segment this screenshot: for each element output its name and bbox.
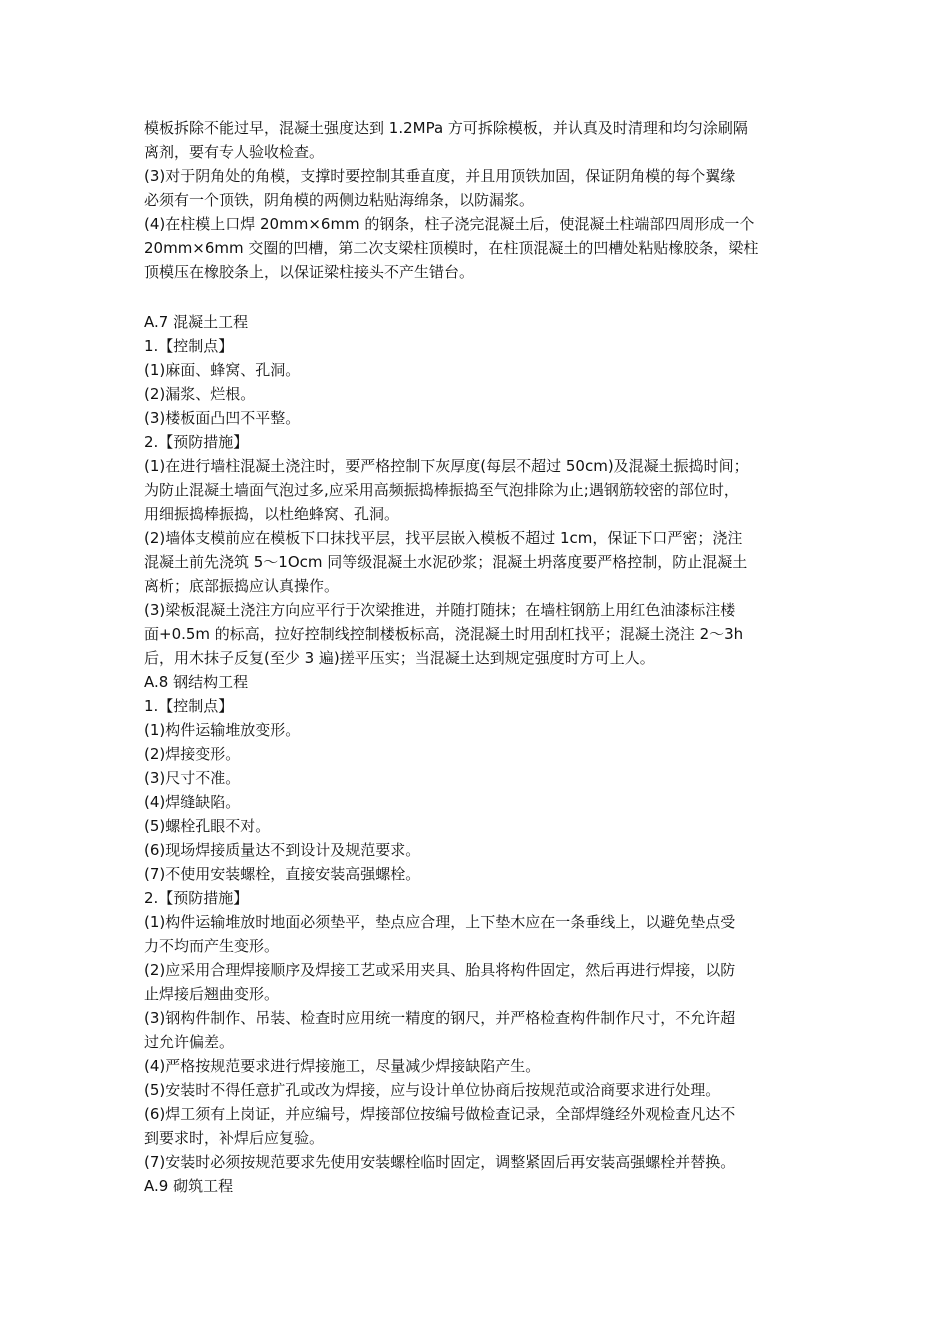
text-line: 力不均而产生变形。 <box>144 937 280 955</box>
list-item: (2)焊接变形。 <box>144 745 241 763</box>
text-line: (2)应采用合理焊接顺序及焊接工艺或采用夹具、胎具将构件固定，然后再进行焊接，以防 <box>144 961 736 979</box>
subheading: 1.【控制点】 <box>144 697 234 715</box>
subheading: 1.【控制点】 <box>144 337 234 355</box>
text-line: 为防止混凝土墙面气泡过多,应采用高频振捣棒振捣至气泡排除为止;遇钢筋较密的部位时， <box>144 481 739 499</box>
list-item: (6)现场焊接质量达不到设计及规范要求。 <box>144 841 421 859</box>
list-item: (4)焊缝缺陷。 <box>144 793 241 811</box>
text-line: 离剂，要有专人验收检查。 <box>144 143 325 161</box>
text-line: (3)对于阴角处的角模，支撑时要控制其垂直度，并且用顶铁加固，保证阴角模的每个翼缘 <box>144 167 736 185</box>
subheading: 2.【预防措施】 <box>144 433 249 451</box>
document-body <box>144 116 810 1198</box>
text-line: (4)在柱模上口焊 20mm×6mm 的钢条，柱子浇完混凝土后，使混凝土柱端部四周形成一个 <box>144 215 755 233</box>
list-item: (1)构件运输堆放变形。 <box>144 721 301 739</box>
subheading: 2.【预防措施】 <box>144 889 249 907</box>
list-item: (3)尺寸不准。 <box>144 769 241 787</box>
text-line: 必须有一个顶铁，阴角模的两侧边粘贴海绵条，以防漏浆。 <box>144 191 535 209</box>
text-line: (1)在进行墙柱混凝土浇注时，要严格控制下灰厚度(每层不超过 50cm)及混凝土振捣时间； <box>144 457 749 475</box>
list-item: (1)麻面、蜂窝、孔洞。 <box>144 361 301 379</box>
section-heading: A.7 混凝土工程 <box>144 313 249 331</box>
text-line: (6)焊工须有上岗证，并应编号，焊接部位按编号做检查记录，全部焊缝经外观检查凡达不 <box>144 1105 736 1123</box>
text-line: (4)严格按规范要求进行焊接施工，尽量减少焊接缺陷产生。 <box>144 1057 541 1075</box>
text-line: (2)墙体支模前应在模板下口抹找平层，找平层嵌入模板不超过 1cm，保证下口严密；浇注 <box>144 529 743 547</box>
text-line: (3)梁板混凝土浇注方向应平行于次梁推进，并随打随抹；在墙柱钢筋上用红色油漆标注楼 <box>144 601 736 619</box>
list-item: (5)螺栓孔眼不对。 <box>144 817 271 835</box>
section-heading: A.9 砌筑工程 <box>144 1177 234 1195</box>
text-line: 后，用木抹子反复(至少 3 遍)搓平压实；当混凝土达到规定强度时方可上人。 <box>144 649 655 667</box>
text-line: (1)构件运输堆放时地面必须垫平，垫点应合理，上下垫木应在一条垂线上，以避免垫点受 <box>144 913 736 931</box>
text-line: 离析；底部振捣应认真操作。 <box>144 577 340 595</box>
text-line: 止焊接后翘曲变形。 <box>144 985 280 1003</box>
text-line: 过允许偏差。 <box>144 1033 235 1051</box>
text-line: (3)钢构件制作、吊装、检查时应用统一精度的钢尺，并严格检查构件制作尺寸，不允许超 <box>144 1009 736 1027</box>
list-item: (7)不使用安装螺栓，直接安装高强螺栓。 <box>144 865 421 883</box>
list-item: (3)楼板面凸凹不平整。 <box>144 409 301 427</box>
section-heading: A.8 钢结构工程 <box>144 673 249 691</box>
text-line: (5)安装时不得任意扩孔或改为焊接，应与设计单位协商后按规范或洽商要求进行处理。 <box>144 1081 721 1099</box>
text-line: 到要求时，补焊后应复验。 <box>144 1129 325 1147</box>
text-line: 面+0.5m 的标高，拉好控制线控制楼板标高，浇混凝土时用刮杠找平；混凝土浇注 2～3h <box>144 625 744 643</box>
blank-line <box>144 284 810 310</box>
text-line: (7)安装时必须按规范要求先使用安装螺栓临时固定，调整紧固后再安装高强螺栓并替换。 <box>144 1153 736 1171</box>
text-line: 顶模压在橡胶条上，以保证梁柱接头不产生错台。 <box>144 263 475 281</box>
list-item: (2)漏浆、烂根。 <box>144 385 256 403</box>
text-line: 混凝土前先浇筑 5～1Ocm 同等级混凝土水泥砂浆；混凝土坍落度要严格控制，防止混凝土 <box>144 553 748 571</box>
text-line: 模板拆除不能过早，混凝土强度达到 1.2MPa 方可拆除模板，并认真及时清理和均匀涂刷隔 <box>144 119 748 137</box>
text-line: 20mm×6mm 交圈的凹槽，第二次支梁柱顶模时，在柱顶混凝土的凹槽处粘贴橡胶条，梁柱 <box>144 239 759 257</box>
text-line: 用细振捣棒振捣，以杜绝蜂窝、孔洞。 <box>144 505 400 523</box>
